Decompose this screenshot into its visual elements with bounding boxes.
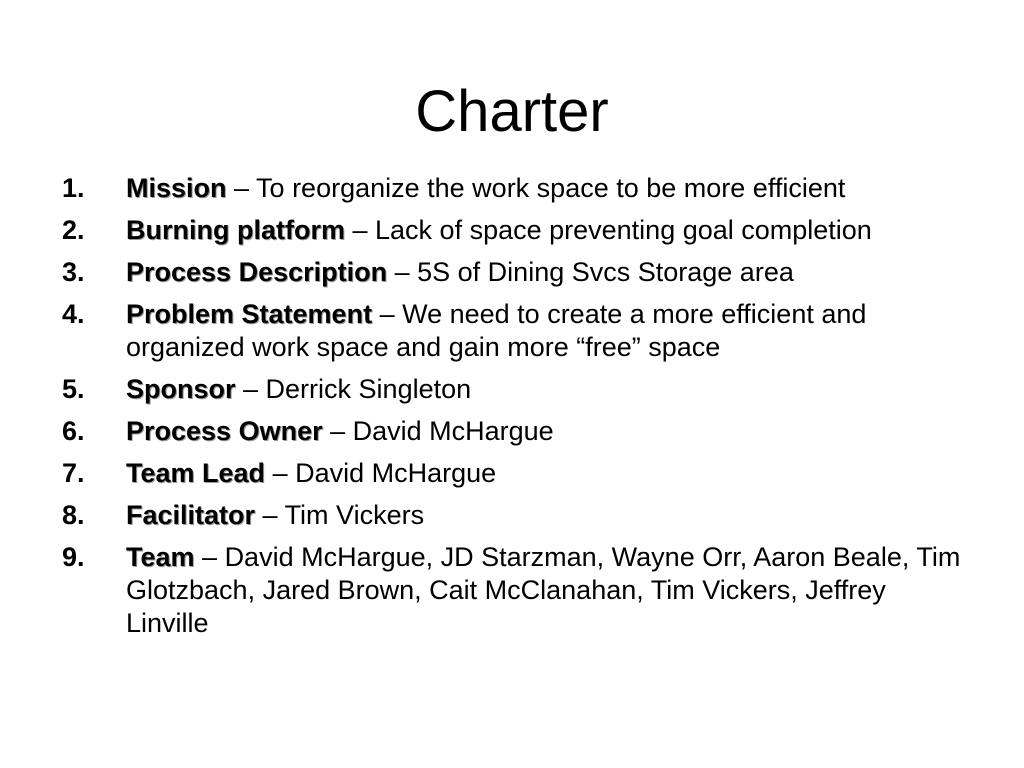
item-body — [126, 415, 962, 448]
item-term: Facilitator — [126, 500, 256, 530]
item-number: 8. — [62, 500, 85, 530]
item-separator: – — [344, 215, 376, 245]
list-item-facilitator — [62, 499, 962, 532]
item-body — [126, 373, 962, 406]
item-separator: – — [372, 299, 403, 329]
item-body — [126, 256, 962, 289]
list-item-process-owner — [62, 415, 962, 448]
item-separator: – — [322, 416, 353, 446]
item-term: Sponsor — [126, 374, 236, 404]
item-number: 4. — [62, 299, 85, 329]
item-number: 6. — [62, 416, 85, 446]
item-body — [126, 214, 962, 247]
item-number: 7. — [62, 458, 85, 488]
item-number: 2. — [62, 215, 85, 245]
item-number: 1. — [62, 173, 85, 203]
item-body — [126, 457, 962, 490]
item-separator: – — [255, 500, 285, 530]
item-text: David McHargue — [295, 458, 497, 488]
list-item-mission — [62, 172, 962, 205]
item-text: David McHargue — [352, 416, 554, 446]
item-number: 3. — [62, 257, 85, 287]
item-number: 5. — [62, 374, 85, 404]
list-item-team-lead — [62, 457, 962, 490]
list-item-problem-statement — [62, 298, 962, 364]
slide-title: Charter — [415, 79, 609, 144]
item-text: To reorganize the work space to be more efficient — [256, 173, 846, 203]
item-term: Process Description — [126, 257, 388, 287]
item-body — [126, 499, 962, 532]
item-term: Team Lead — [126, 458, 266, 488]
item-text: Derrick Singleton — [265, 374, 472, 404]
item-term: Problem Statement — [126, 299, 373, 329]
item-body — [126, 298, 962, 364]
item-term: Process Owner — [126, 416, 323, 446]
list-item-process-description — [62, 256, 962, 289]
item-term: Team — [126, 542, 195, 572]
item-term: Mission — [126, 173, 227, 203]
item-body — [126, 172, 962, 205]
item-text: Lack of space preventing goal completion — [375, 215, 872, 245]
item-separator: – — [235, 374, 266, 404]
item-body — [126, 541, 962, 640]
charter-list — [62, 172, 962, 649]
list-item-sponsor — [62, 373, 962, 406]
item-number: 9. — [62, 542, 85, 572]
item-term: Burning platform — [126, 215, 345, 245]
item-text: We need to create a more efficient and organized work space and gain more “free” space — [126, 299, 867, 362]
item-separator: – — [265, 458, 296, 488]
list-item-burning-platform — [62, 214, 962, 247]
item-separator: – — [387, 257, 418, 287]
item-separator: – — [194, 542, 225, 572]
list-item-team — [62, 541, 962, 640]
item-separator: – — [226, 173, 257, 203]
item-text: David McHargue, JD Starzman, Wayne Orr, Aaron Beale, Tim Glotzbach, Jared Brown, Cait McClanahan, Tim Vickers, Jeffrey Linville — [126, 542, 961, 638]
item-text: Tim Vickers — [284, 500, 425, 530]
item-text: 5S of Dining Svcs Storage area — [417, 257, 794, 287]
